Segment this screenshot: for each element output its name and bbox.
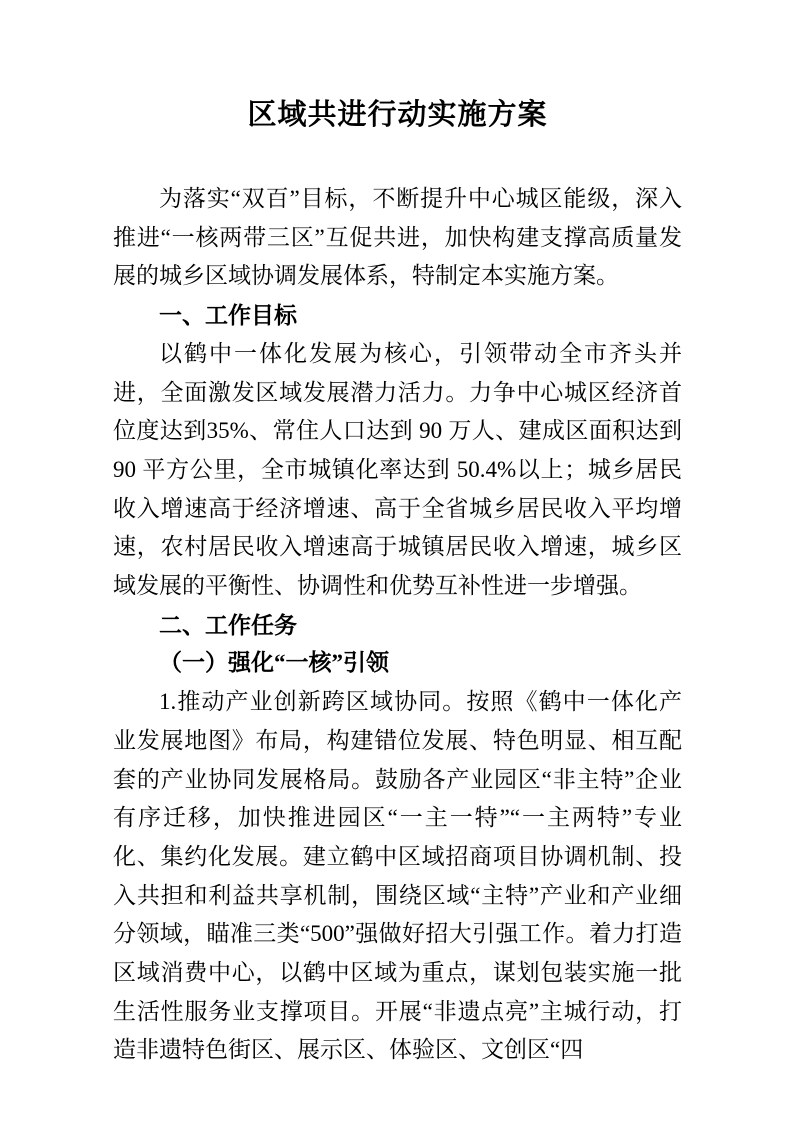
paragraph-work-goals: 以鹤中一体化发展为核心，引领带动全市齐头并进，全面激发区域发展潜力活力。力争中心城区经济首位度达到35%、常住人口达到 90 万人、建成区面积达到 90 平方公里，全市城镇化率达到 50.4%以上；城乡居民收入增速高于经济增速、高于全省城乡居民收入平均增速，农村居民收入增速高于城镇居民收入增速，城乡区域发展的平衡性、协调性和优势互补性进一步增强。 [113,340,682,599]
section-heading-work-goals: 一、工作目标 [159,302,297,329]
section-heading-work-tasks: 二、工作任务 [159,611,297,638]
paragraph-core-leading: 1.推动产业创新跨区域协同。按照《鹤中一体化产业发展地图》布局，构建错位发展、特色明显、相互配套的产业协同发展格局。鼓励各产业园区“非主特”企业有序迁移，加快推进园区“一主一特”“一主两特”专业化、集约化发展。建立鹤中区域招商项目协调机制、投入共担和利益共享机制，围绕区域“主特”产业和产业细分领域，瞄准三类“500”强做好招大引强工作。着力打造区域消费中心，以鹤中区域为重点，谋划包装实施一批生活性服务业支撑项目。开展“非遗点亮”主城行动，打造非遗特色街区、展示区、体验区、文创区“四 [113,689,682,1063]
subsection-heading-core-leading: （一）强化“一核”引领 [159,650,389,676]
paragraph-intro: 为落实“双百”目标，不断提升中心城区能级，深入推进“一核两带三区”互促共进，加快构建支撑高质量发展的城乡区域协调发展体系，特制定本实施方案。 [113,186,682,289]
document-title: 区域共进行动实施方案 [247,99,548,131]
